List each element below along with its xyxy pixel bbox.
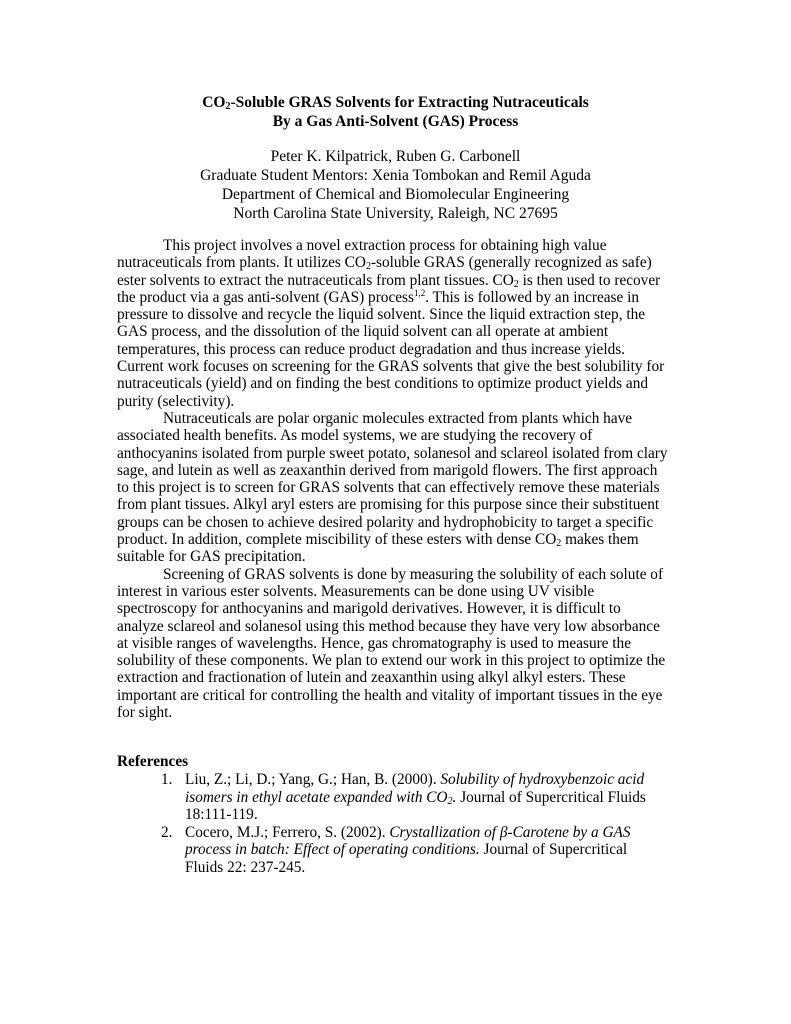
reference-item: 1. Liu, Z.; Li, D.; Yang, G.; Han, B. (2000). Solubility of hydroxybenzoic acid isomers in ethyl acetate expanded with $CO_2$. Journal of Supercritical Fluids 18:111-119. <box>161 771 646 823</box>
body-text <box>117 237 679 721</box>
references-section <box>117 753 677 876</box>
reference-number: 2. <box>161 824 173 842</box>
reference-item: 2. Cocero, M.J.; Ferrero, S. (2002). Crystallization of β-Carotene by a GAS process in batch: Effect of operating conditions. Journal of Supercritical Fluids 22: 237-245. <box>161 824 631 876</box>
paragraph-2: Nutraceuticals are polar organic molecules extracted from plants which have associated health benefits. As model systems, we are studying the recovery of anthocyanins isolated from purple sweet potato, solanesol and sclareol isolated from clary sage, and lutein as well as zeaxanthin derived from marigold flowers. The first approach to this project is to screen for GRAS solvents that can effectively remove these materials from plant tissues. Alkyl aryl esters are promising for this purpose since their substituent groups can be chosen to achieve desired polarity and hydrophobicity to target a specific product. In addition, complete miscibility of these esters with dense $CO_2$ makes them suitable for GAS precipitation. <box>117 409 668 566</box>
author-names: Peter K. Kilpatrick, Ruben G. Carbonell <box>270 148 521 165</box>
department: Department of Chemical and Biomolecular Engineering <box>221 186 570 203</box>
author-block <box>0 147 791 223</box>
reference-number: 1. <box>161 771 173 789</box>
title-line-1: $CO_2$-Soluble GRAS Solvents for Extracting Nutraceuticals <box>202 94 589 112</box>
references-heading: References <box>117 753 189 770</box>
paper-title <box>0 93 791 131</box>
citation-superscript: 1,2 <box>413 287 426 298</box>
student-mentors: Graduate Student Mentors: Xenia Tombokan and Remil Aguda <box>200 167 591 184</box>
paragraph-3: Screening of GRAS solvents is done by measuring the solubility of each solute of interest in various ester solvents. Measurements can be done using UV visible spectroscopy for anthocyanins and marigold derivatives. However, it is difficult to analyze sclareol and solanesol using this method because they have very low absorbance at visible ranges of wavelengths. Hence, gas chromatography is used to measure the solubility of these components. We plan to extend our work in this project to optimize the extraction and fractionation of lutein and zeaxanthin using alkyl alkyl esters. These important are critical for controlling the health and vitality of important tissues in the eye for sight. <box>117 565 666 722</box>
paragraph-1: This project involves a novel extraction process for obtaining high value nutraceuticals from plants. It utilizes $CO_2$-soluble GRAS (generally recognized as safe) ester solvents to extract the nutraceuticals from plant tissues. $CO_2$ is then used to recover the product via a gas anti-solvent (GAS) process$^{1,2}$. This is followed by an increase in pressure to dissolve and recycle the liquid solvent. Since the liquid extraction step, the GAS process, and the dissolution of the liquid solvent can all operate at ambient temperatures, this process can reduce product degradation and thus increase yields. Current work focuses on screening for the GRAS solvents that give the best solubility for nutraceuticals (yield) and on finding the best conditions to optimize product yields and purity (selectivity). <box>117 237 665 410</box>
university: North Carolina State University, Raleigh, NC 27695 <box>233 205 558 222</box>
title-line-2: By a Gas Anti-Solvent (GAS) Process <box>272 113 519 130</box>
